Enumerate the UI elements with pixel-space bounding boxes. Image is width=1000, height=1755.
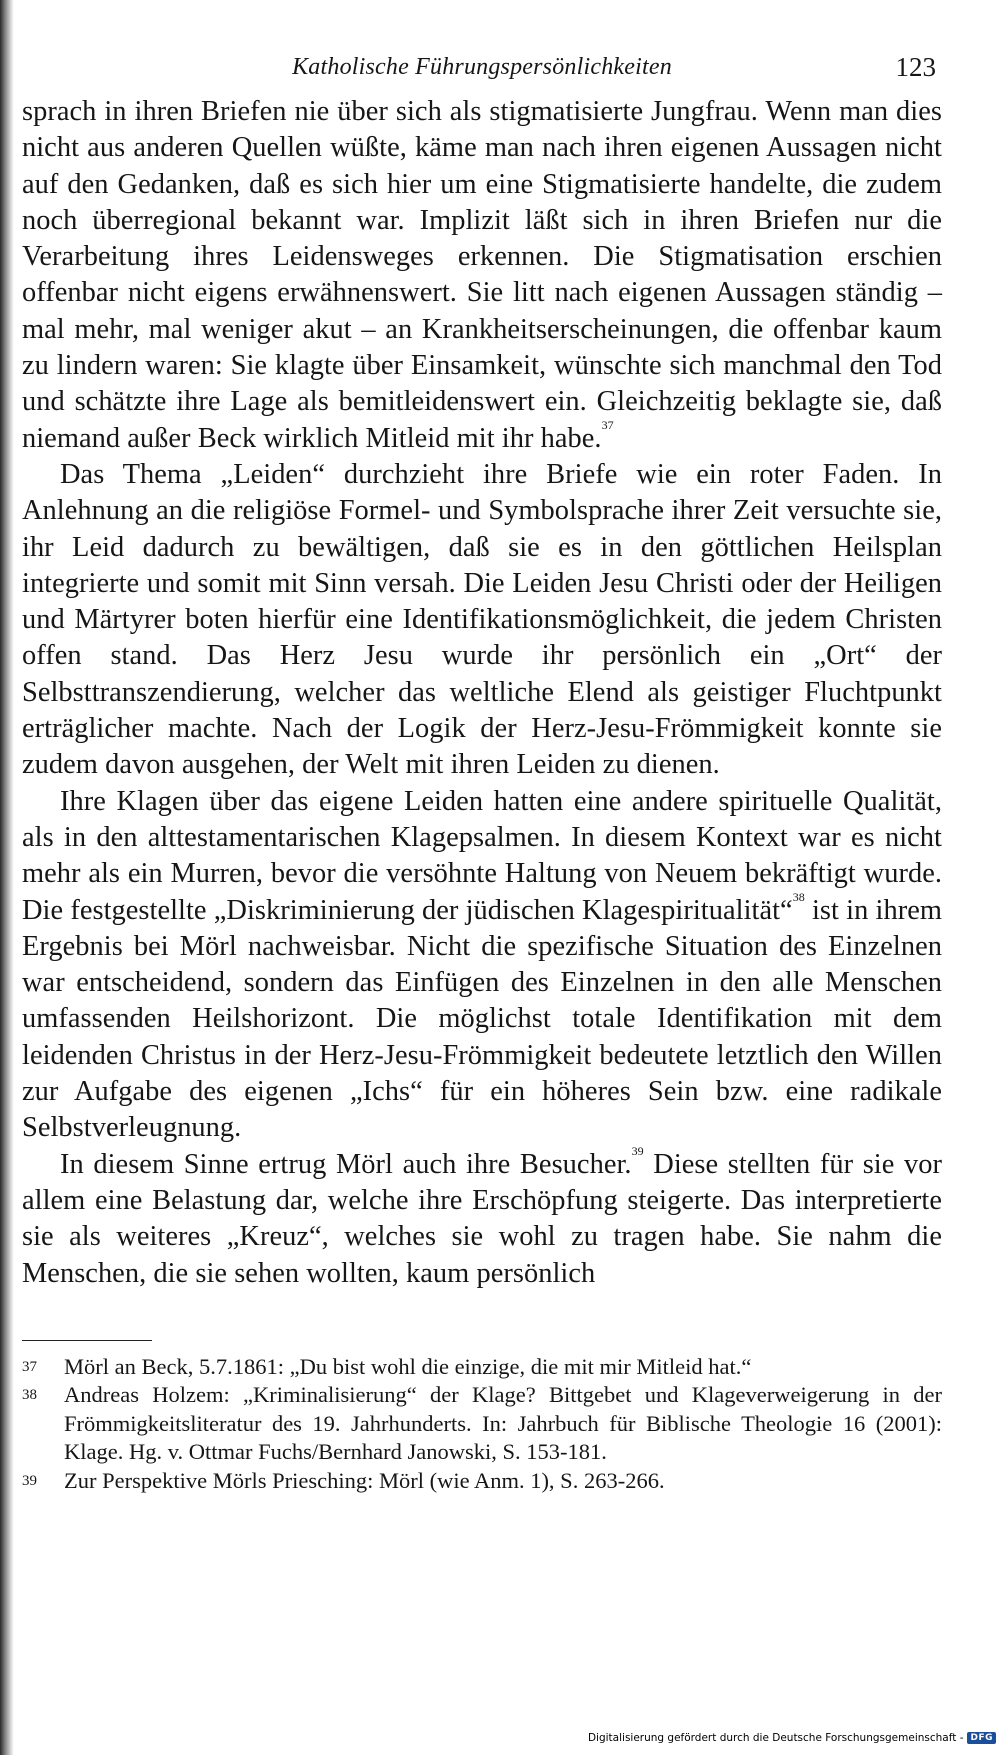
scan-edge-shadow: [0, 0, 14, 1755]
paragraph-text: Diese stellten für sie vor allem eine Belastung dar, welche ihre Erschöpfung steigerte. Das interpretierte sie als weiteres „Kreuz“, welches sie wohl zu tragen habe. Sie nahm die Menschen, die sie sehen wollten, kaum persönlich: [22, 1148, 943, 1289]
credit-text: Digitalisierung gefördert durch die Deutsche Forschungsgemeinschaft -: [587, 1732, 964, 1744]
footnote-37: [22, 1353, 942, 1382]
footnote-number: 39: [22, 1472, 37, 1489]
paragraph-2: [22, 457, 942, 784]
footnote-number: 37: [22, 1358, 37, 1375]
footnote-reference[interactable]: 38: [792, 889, 805, 904]
footnote-number: 38: [22, 1387, 37, 1404]
paragraph-text: Ihre Klagen über das eigene Leiden hatten eine andere spirituelle Qualität, als in den alttestamentarischen Klagepsalmen. In diesem Kontext war es nicht mehr als ein Murren, bevor die versöhnte Haltung von Neuem bekräftigt wurde. Die festgestellte „Diskriminierung der jüdischen Klagespiritualität“: [22, 785, 942, 926]
paragraph-text: In diesem Sinne ertrug Mörl auch ihre Besucher.: [60, 1148, 632, 1180]
book-page: [22, 48, 942, 1495]
paragraph-text: sprach in ihren Briefen nie über sich als stigmatisierte Jungfrau. Wenn man dies nicht aus anderen Quellen wüßte, käme man nach ihren eigenen Aussagen nicht auf den Gedanken, daß es sich hier um eine Stigmatisierte handelte, die zudem noch überregional bekannt war. Implizit läßt sich in ihren Briefen nur die Verarbeitung ihres Leidensweges erkennen. Die Stigmatisation erschien offenbar nicht eigens erwähnenswert. Sie litt nach eigenen Aussagen ständig – mal mehr, mal weniger akut – an Krankheitserscheinungen, die offenbar kaum zu lindern waren: Sie klagte über Einsamkeit, wünschte sich manchmal den Tod und schätzte ihre Lage als bemitleidenswert ein. Gleichzeitig beklagte sie, daß niemand außer Beck wirklich Mitleid mit ihr habe.: [22, 96, 942, 454]
dfg-logo-icon: DFG: [967, 1732, 996, 1744]
digitization-credit: [588, 1732, 996, 1744]
page-number: 123: [895, 52, 936, 82]
paragraph-text: Das Thema „Leiden“ durchzieht ihre Briefe wie ein roter Faden. In Anlehnung an die religiöse Formel- und Symbolsprache ihrer Zeit versuchte sie, ihr Leid dadurch zu bewältigen, daß sie es in den göttlichen Heilsplan integrierte und somit mit Sinn versah. Die Leiden Jesu Christi oder der Heiligen und Märtyrer boten hierfür eine Identifikationsmöglichkeit, die jedem Christen offen stand. Das Herz Jesu wurde ihr persönlich ein „Ort“ der Selbsttranszendierung, welcher das weltliche Elend als geistiger Fluchtpunkt erträglicher machte. Nach der Logik der Herz-Jesu-Frömmigkeit konnte sie zudem davon ausgehen, der Welt mit ihren Leiden zu dienen.: [22, 458, 942, 781]
footnote-text: Andreas Holzem: „Kriminalisierung“ der Klage? Bittgebet und Klageverweigerung in der Frömmigkeitsliteratur des 19. Jahrhunderts. In: Jahrbuch für Biblische Theologie 16 (2001): Klage. Hg. v. Ottmar Fuchs/Bernhard Janowski, S. 153-181.: [64, 1382, 942, 1465]
footnote-text: Zur Perspektive Mörls Priesching: Mörl (wie Anm. 1), S. 263-266.: [64, 1467, 665, 1493]
footnotes: [22, 1353, 942, 1496]
footnote-reference[interactable]: 39: [631, 1143, 644, 1158]
footnote-reference[interactable]: 37: [601, 417, 614, 432]
footnote-divider: [22, 1340, 152, 1341]
body-text: [22, 94, 942, 1292]
paragraph-3: [22, 784, 942, 1147]
footnote-39: [22, 1467, 942, 1496]
paragraph-text: ist in ihrem Ergebnis bei Mörl nachweisbar. Nicht die spezifische Situation des Einzelnen war entscheidend, sondern das Einfügen des Einzelnen in den alle Menschen umfassenden Heilshorizont. Die möglichst totale Identifikation mit dem leidenden Christus in der Herz-Jesu-Frömmigkeit bedeutete letztlich den Willen zur Aufgabe des eigenen „Ichs“ für ein höheres Sein bzw. eine radikale Selbstverleugnung.: [22, 894, 942, 1144]
paragraph-1: [22, 94, 942, 457]
footnote-38: [22, 1381, 942, 1467]
page-header: [22, 48, 942, 94]
running-title: Katholische Führungspersönlichkeiten: [292, 54, 672, 80]
footnote-text: Mörl an Beck, 5.7.1861: „Du bist wohl die einzige, die mit mir Mitleid hat.“: [64, 1353, 752, 1379]
paragraph-4: [22, 1143, 943, 1292]
